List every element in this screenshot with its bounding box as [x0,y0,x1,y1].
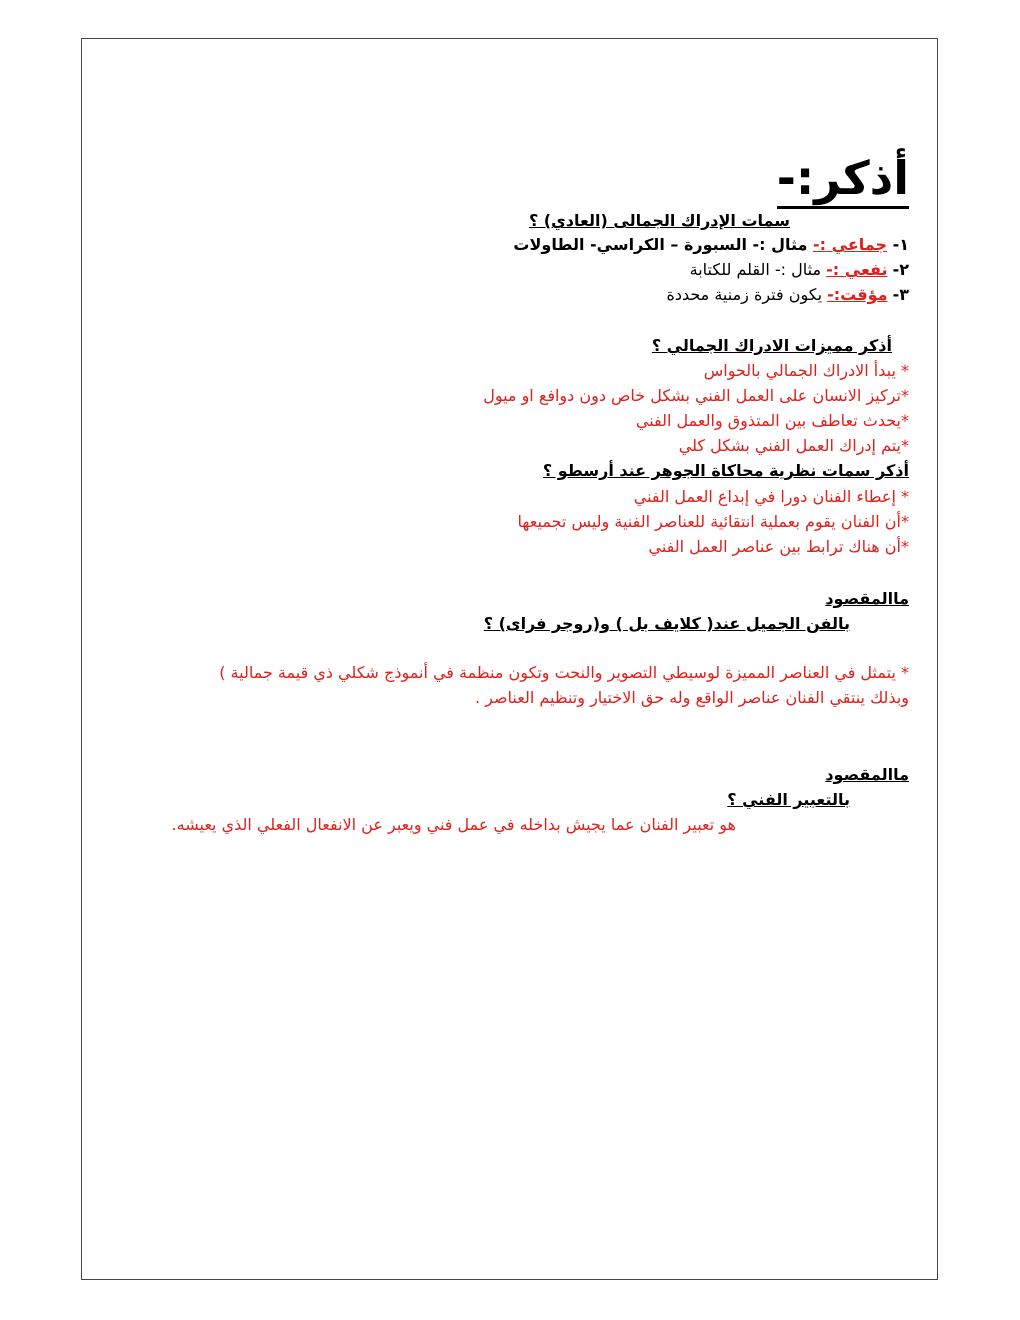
section4-question: بالفن الجميل عند( كلايف بل ) و(روجر فراى) ؟ [483,614,850,633]
item-number: ٢- [892,260,909,279]
section5-question: بالتعبير الفني ؟ [727,790,850,809]
answer-line: هو تعبير الفنان عما يجيش بداخله في عمل فني ويعبر عن الانفعال الفعلي الذي يعيشه. [171,815,736,834]
answer-line: * إعطاء الفنان دورا في إبداع العمل الفني [633,487,909,506]
item-term: جماعي :- [813,235,888,254]
list-item [690,259,909,281]
item-number: ١- [892,235,909,254]
answer-line: وبذلك ينتقي الفنان عناصر الواقع وله حق الاختيار وتنظيم العناصر . [474,688,909,707]
item-number: ٣- [892,285,909,304]
answer-line: *أن هناك ترابط بين عناصر العمل الفني [648,537,909,556]
section3-question: أذكر سمات نظرية محاكاة الجوهر عند أرسطو ؟ [542,461,909,480]
answer-line: *أن الفنان يقوم بعملية انتقائية للعناصر الفنية وليس تجميعها [517,512,909,531]
item-term: مؤقت:- [827,285,888,304]
answer-line: * يتمثل في العناصر المميزة لوسيطي التصوير والنحت وتكون منظمة في أنموذج شكلي ذي قيمة جمالية ) [219,663,909,682]
list-item [666,284,909,306]
page-frame [81,38,938,1280]
item-term: نفعي :- [826,260,888,279]
answer-line: *يحدث تعاطف بين المتذوق والعمل الفني [635,411,909,430]
item-text: يكون فترة زمنية محددة [666,285,828,304]
page-title: أذكر:- [777,150,909,209]
section2-question: أذكر مميزات الادراك الجمالي ؟ [651,336,892,355]
list-item [513,234,909,256]
section5-heading: ماالمقصود [825,765,909,784]
answer-line: *تركيز الانسان على العمل الفني بشكل خاص دون دوافع او ميول [483,386,909,405]
answer-line: * يبدأ الادراك الجمالي بالحواس [703,361,909,380]
section1-question: سمات الإدراك الجمالى (العادي) ؟ [528,211,790,230]
answer-line: *يتم إدراك العمل الفني بشكل كلي [678,436,909,455]
item-text: مثال :- القلم للكتابة [689,260,827,279]
section4-heading: ماالمقصود [825,589,909,608]
item-text: مثال :- السبورة – الكراسي- الطاولات [513,235,814,254]
